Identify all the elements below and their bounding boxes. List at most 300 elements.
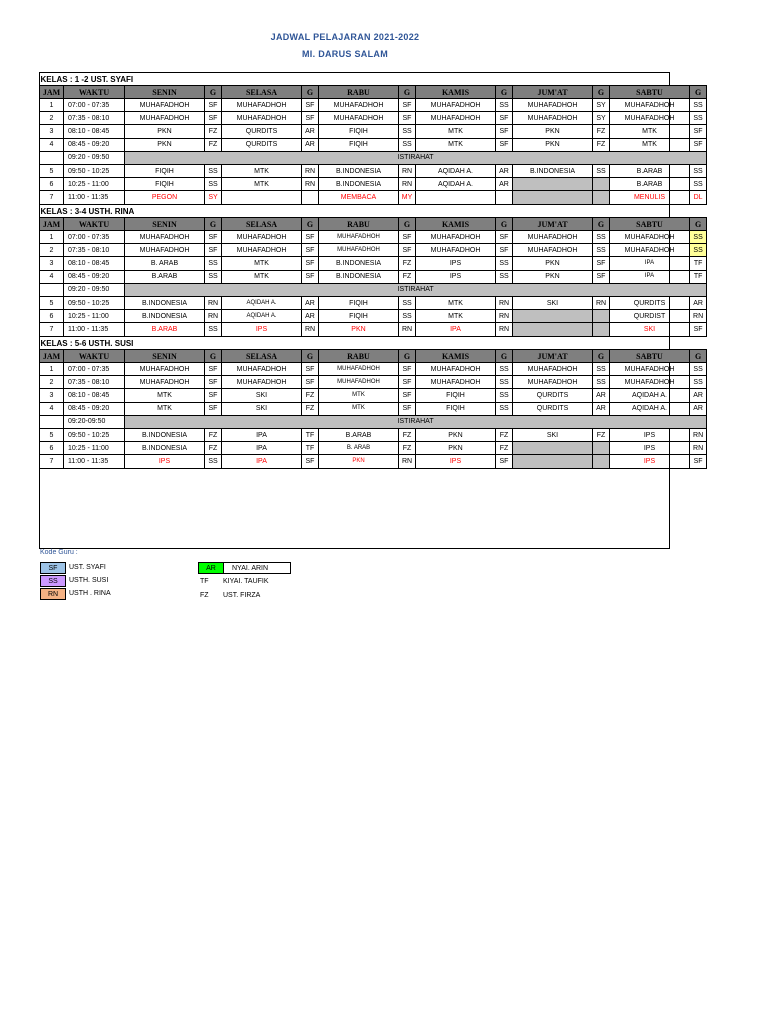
jumat-cell: QURDITS [513,402,593,415]
g-jumat-cell: SS [593,376,610,389]
waktu-cell: 07:00 - 07:35 [64,231,125,244]
column-header-waktu: WAKTU [64,350,125,363]
waktu-cell: 09:20 - 09:50 [64,151,125,164]
break-label: ISTIRAHAT [125,151,707,164]
schedule-table-class-5-6 [39,337,707,469]
schedule-table-class-3-4 [39,205,707,337]
rabu-cell: MUHAFADHOH [319,99,399,112]
selasa-cell: MTK [222,164,302,177]
selasa-cell: QURDITS [222,138,302,151]
g-kamis-cell: SS [496,363,513,376]
legend-code-rn: RN [40,588,66,600]
jumat-cell: PKN [513,125,593,138]
g-senin-cell: SS [205,455,222,468]
senin-cell: MUHAFADHOH [125,244,205,257]
jam-cell: 1 [40,99,64,112]
sabtu-cell: MENULIS [610,191,690,204]
g-jumat-cell: SF [593,270,610,283]
g-kamis-cell: SS [496,270,513,283]
rabu-cell: B.INDONESIA [319,164,399,177]
column-header-senin: SENIN [125,86,205,99]
kamis-cell: IPS [416,257,496,270]
kamis-cell [416,191,496,204]
selasa-cell: MUHAFADHOH [222,231,302,244]
g-kamis-cell: FZ [496,428,513,441]
sabtu-cell: QURDITS [610,296,690,309]
sabtu-cell: MUHAFADHOH [610,99,690,112]
rabu-cell: FIQIH [319,310,399,323]
g-senin-cell: SF [205,363,222,376]
legend-code-sf: SF [40,562,66,574]
waktu-cell: 07:35 - 08:10 [64,244,125,257]
g-selasa-cell: SF [302,244,319,257]
table-row [40,376,707,389]
sabtu-cell: MUHAFADHOH [610,363,690,376]
jam-cell: 1 [40,363,64,376]
g-kamis-cell [496,191,513,204]
kamis-cell: PKN [416,428,496,441]
g-senin-cell: SF [205,244,222,257]
table-row [40,257,707,270]
column-header-g-jumat: G [593,350,610,363]
sabtu-cell: MUHAFADHOH [610,112,690,125]
jumat-cell: SKI [513,296,593,309]
column-header-g-sabtu: G [690,218,707,231]
schedule-table-class-1-2 [39,73,707,205]
column-header-jam: JAM [40,218,64,231]
column-header-g-senin: G [205,350,222,363]
column-header-g-selasa: G [302,218,319,231]
g-jumat-cell: SS [593,231,610,244]
g-kamis-cell: SF [496,244,513,257]
kamis-cell: MUHAFADHOH [416,112,496,125]
jam-cell: 3 [40,257,64,270]
column-header-selasa: SELASA [222,86,302,99]
jumat-cell: MUHAFADHOH [513,244,593,257]
column-header-selasa: SELASA [222,218,302,231]
sabtu-cell: MTK [610,125,690,138]
senin-cell: MUHAFADHOH [125,231,205,244]
column-header-waktu: WAKTU [64,86,125,99]
table-row [40,191,707,204]
table-row [40,296,707,309]
class-caption: KELAS : 5-6 USTH. SUSI [40,338,134,348]
rabu-cell: MUHAFADHOH [319,231,399,244]
legend-code-fz: FZ [200,592,209,599]
g-kamis-cell: SF [496,231,513,244]
break-row [40,151,707,164]
column-header-g-sabtu: G [690,86,707,99]
g-selasa-cell: SF [302,363,319,376]
g-kamis-cell: AR [496,178,513,191]
waktu-cell: 07:00 - 07:35 [64,99,125,112]
kamis-cell: FIQIH [416,402,496,415]
g-kamis-cell: RN [496,310,513,323]
g-jumat-cell: AR [593,402,610,415]
g-senin-cell: SS [205,164,222,177]
table-row [40,310,707,323]
waktu-cell: 07:35 - 08:10 [64,112,125,125]
column-header-g-jumat: G [593,218,610,231]
g-kamis-cell: RN [496,323,513,336]
g-kamis-cell: SF [496,138,513,151]
senin-cell: MTK [125,402,205,415]
jumat-cell: SKI [513,428,593,441]
class-caption: KELAS : 3-4 USTH. RINA [40,206,135,216]
waktu-cell: 11:00 - 11:35 [64,191,125,204]
waktu-cell: 07:00 - 07:35 [64,363,125,376]
jumat-cell: MUHAFADHOH [513,112,593,125]
g-jumat-cell: SS [593,164,610,177]
sabtu-cell: AQIDAH A. [610,389,690,402]
jam-cell: 2 [40,244,64,257]
table-row [40,323,707,336]
selasa-cell: AQIDAH A. [222,296,302,309]
g-selasa-cell: FZ [302,389,319,402]
g-sabtu-cell: SS [690,99,707,112]
g-jumat-cell: FZ [593,428,610,441]
rabu-cell: MUHAFADHOH [319,363,399,376]
jam-cell: 6 [40,442,64,455]
column-header-jumat: JUM'AT [513,350,593,363]
g-sabtu-cell: RN [690,310,707,323]
jumat-cell [513,178,593,191]
waktu-cell: 09:20 - 09:50 [64,283,125,296]
jam-cell: 6 [40,310,64,323]
senin-cell: FIQIH [125,178,205,191]
jam-cell: 5 [40,428,64,441]
column-header-g-rabu: G [399,218,416,231]
g-jumat-cell: SS [593,244,610,257]
g-jumat-cell [593,178,610,191]
legend-name-sf: UST. SYAFI [69,564,106,571]
jumat-cell [513,455,593,468]
selasa-cell: QURDITS [222,125,302,138]
selasa-cell: MUHAFADHOH [222,99,302,112]
jam-cell: 2 [40,112,64,125]
rabu-cell: MEMBACA [319,191,399,204]
rabu-cell: FIQIH [319,125,399,138]
g-rabu-cell: FZ [399,428,416,441]
g-senin-cell: SF [205,112,222,125]
rabu-cell: MUHAFADHOH [319,112,399,125]
table-row [40,363,707,376]
g-rabu-cell: SF [399,99,416,112]
waktu-cell: 08:10 - 08:45 [64,389,125,402]
g-rabu-cell: SF [399,244,416,257]
sabtu-cell: IPS [610,442,690,455]
selasa-cell: IPA [222,442,302,455]
kamis-cell: PKN [416,442,496,455]
g-selasa-cell: RN [302,323,319,336]
g-kamis-cell: SS [496,99,513,112]
kamis-cell: MUHAFADHOH [416,231,496,244]
g-senin-cell: SY [205,191,222,204]
rabu-cell: MUHAFADHOH [319,244,399,257]
g-sabtu-cell: SS [690,112,707,125]
g-selasa-cell: SF [302,112,319,125]
sabtu-cell: IPA [610,270,690,283]
g-rabu-cell: RN [399,323,416,336]
g-senin-cell: SF [205,231,222,244]
column-header-g-kamis: G [496,86,513,99]
column-header-waktu: WAKTU [64,218,125,231]
kamis-cell: MTK [416,138,496,151]
selasa-cell: MTK [222,178,302,191]
g-kamis-cell: SS [496,389,513,402]
break-label: ISTIRAHAT [125,283,707,296]
column-header-jam: JAM [40,350,64,363]
kamis-cell: MUHAFADHOH [416,99,496,112]
jumat-cell [513,442,593,455]
legend-name-ss: USTH. SUSI [69,577,109,584]
table-row [40,138,707,151]
column-header-senin: SENIN [125,218,205,231]
kamis-cell: MUHAFADHOH [416,376,496,389]
sabtu-cell: B.ARAB [610,164,690,177]
jam-cell: 7 [40,191,64,204]
selasa-cell: IPS [222,323,302,336]
column-header-kamis: KAMIS [416,86,496,99]
g-rabu-cell: SF [399,363,416,376]
g-selasa-cell: FZ [302,402,319,415]
rabu-cell: B. ARAB [319,442,399,455]
legend-code-tf: TF [200,578,209,585]
g-jumat-cell: SY [593,112,610,125]
senin-cell: PKN [125,125,205,138]
g-selasa-cell: SF [302,257,319,270]
legend-name-fz: UST. FIRZA [223,592,261,599]
senin-cell: IPS [125,455,205,468]
g-sabtu-cell: SS [690,164,707,177]
g-rabu-cell: FZ [399,270,416,283]
rabu-cell: PKN [319,455,399,468]
column-header-sabtu: SABTU [610,86,690,99]
g-senin-cell: FZ [205,138,222,151]
class-caption: KELAS : 1 -2 UST. SYAFI [40,74,134,84]
selasa-cell: MTK [222,257,302,270]
column-header-kamis: KAMIS [416,350,496,363]
g-senin-cell: SF [205,389,222,402]
waktu-cell: 08:10 - 08:45 [64,125,125,138]
jumat-cell: MUHAFADHOH [513,363,593,376]
senin-cell: PEGON [125,191,205,204]
sabtu-cell: AQIDAH A. [610,402,690,415]
sabtu-cell: MUHAFADHOH [610,244,690,257]
g-rabu-cell: MY [399,191,416,204]
g-senin-cell: SF [205,99,222,112]
g-rabu-cell: SS [399,310,416,323]
g-rabu-cell: SF [399,112,416,125]
g-sabtu-cell: SF [690,125,707,138]
rabu-cell: B.INDONESIA [319,257,399,270]
jam-cell: 4 [40,402,64,415]
table-row [40,112,707,125]
legend-title: Kode Guru : [40,549,78,556]
g-senin-cell: SS [205,257,222,270]
g-kamis-cell: SF [496,112,513,125]
g-selasa-cell: RN [302,164,319,177]
column-header-g-rabu: G [399,86,416,99]
kamis-cell: IPS [416,270,496,283]
table-row [40,428,707,441]
g-rabu-cell: RN [399,455,416,468]
g-rabu-cell: SS [399,138,416,151]
g-selasa-cell: TF [302,428,319,441]
kamis-cell: MTK [416,310,496,323]
sabtu-cell: IPA [610,257,690,270]
column-header-sabtu: SABTU [610,350,690,363]
column-header-g-kamis: G [496,218,513,231]
g-jumat-cell [593,455,610,468]
senin-cell: PKN [125,138,205,151]
g-selasa-cell: AR [302,296,319,309]
g-kamis-cell: SS [496,376,513,389]
g-rabu-cell: SS [399,296,416,309]
g-jumat-cell [593,323,610,336]
rabu-cell: MTK [319,389,399,402]
sabtu-cell: MTK [610,138,690,151]
g-selasa-cell: RN [302,178,319,191]
jam-cell: 4 [40,270,64,283]
waktu-cell: 08:10 - 08:45 [64,257,125,270]
g-sabtu-cell: SS [690,231,707,244]
g-sabtu-cell: SS [690,376,707,389]
jumat-cell: MUHAFADHOH [513,231,593,244]
table-row [40,270,707,283]
g-sabtu-cell: SS [690,178,707,191]
school-name: MI. DARUS SALAM [302,49,388,59]
jam-cell [40,151,64,164]
column-header-rabu: RABU [319,350,399,363]
g-senin-cell: FZ [205,125,222,138]
table-row [40,164,707,177]
jam-cell: 7 [40,455,64,468]
senin-cell: B.ARAB [125,323,205,336]
g-selasa-cell: SF [302,231,319,244]
jumat-cell: MUHAFADHOH [513,376,593,389]
sabtu-cell: MUHAFADHOH [610,376,690,389]
kamis-cell: MTK [416,125,496,138]
page-title: JADWAL PELAJARAN 2021-2022 [270,32,420,42]
jumat-cell [513,191,593,204]
waktu-cell: 09:20-09:50 [64,415,125,428]
g-sabtu-cell: AR [690,296,707,309]
g-jumat-cell: AR [593,389,610,402]
g-selasa-cell: TF [302,442,319,455]
column-header-senin: SENIN [125,350,205,363]
g-sabtu-cell: TF [690,257,707,270]
jam-cell [40,283,64,296]
column-header-kamis: KAMIS [416,218,496,231]
selasa-cell [222,191,302,204]
g-sabtu-cell: SF [690,138,707,151]
g-rabu-cell: SF [399,402,416,415]
jumat-cell: PKN [513,138,593,151]
waktu-cell: 10:25 - 11:00 [64,178,125,191]
g-sabtu-cell: AR [690,402,707,415]
jam-cell: 6 [40,178,64,191]
g-jumat-cell: SF [593,257,610,270]
column-header-jam: JAM [40,86,64,99]
g-jumat-cell: RN [593,296,610,309]
g-selasa-cell: AR [302,310,319,323]
legend-name-rn: USTH . RINA [69,590,111,597]
selasa-cell: SKI [222,402,302,415]
rabu-cell: PKN [319,323,399,336]
kamis-cell: MTK [416,296,496,309]
g-selasa-cell: SF [302,455,319,468]
table-row [40,244,707,257]
waktu-cell: 08:45 - 09:20 [64,270,125,283]
waktu-cell: 09:50 - 10:25 [64,296,125,309]
sabtu-cell: MUHAFADHOH [610,231,690,244]
senin-cell: MUHAFADHOH [125,363,205,376]
column-header-g-rabu: G [399,350,416,363]
g-sabtu-cell: SF [690,323,707,336]
g-kamis-cell: SF [496,125,513,138]
g-sabtu-cell: RN [690,428,707,441]
selasa-cell: MUHAFADHOH [222,244,302,257]
selasa-cell: SKI [222,389,302,402]
column-header-g-senin: G [205,218,222,231]
g-senin-cell: SF [205,376,222,389]
senin-cell: B.INDONESIA [125,296,205,309]
g-rabu-cell: FZ [399,257,416,270]
g-kamis-cell: SS [496,402,513,415]
jumat-cell: PKN [513,270,593,283]
table-row [40,125,707,138]
jam-cell: 3 [40,389,64,402]
g-kamis-cell: SS [496,257,513,270]
g-rabu-cell: RN [399,164,416,177]
g-jumat-cell: SY [593,99,610,112]
jam-cell: 7 [40,323,64,336]
g-rabu-cell: FZ [399,442,416,455]
rabu-cell: B.ARAB [319,428,399,441]
g-jumat-cell [593,191,610,204]
column-header-selasa: SELASA [222,350,302,363]
selasa-cell: AQIDAH A. [222,310,302,323]
senin-cell: MUHAFADHOH [125,99,205,112]
senin-cell: B.ARAB [125,270,205,283]
waktu-cell: 07:35 - 08:10 [64,376,125,389]
selasa-cell: MUHAFADHOH [222,363,302,376]
g-rabu-cell: SF [399,376,416,389]
g-rabu-cell: SF [399,389,416,402]
g-senin-cell: SS [205,178,222,191]
jam-cell: 4 [40,138,64,151]
g-senin-cell: RN [205,310,222,323]
g-sabtu-cell: RN [690,442,707,455]
kamis-cell: AQIDAH A. [416,178,496,191]
waktu-cell: 10:25 - 11:00 [64,442,125,455]
waktu-cell: 09:50 - 10:25 [64,428,125,441]
selasa-cell: IPA [222,455,302,468]
break-row [40,415,707,428]
g-kamis-cell: RN [496,296,513,309]
jumat-cell [513,323,593,336]
g-selasa-cell: SF [302,99,319,112]
rabu-cell: B.INDONESIA [319,178,399,191]
sabtu-cell: QURDIST [610,310,690,323]
rabu-cell: B.INDONESIA [319,270,399,283]
rabu-cell: MUHAFADHOH [319,376,399,389]
selasa-cell: MUHAFADHOH [222,376,302,389]
g-selasa-cell: SF [302,376,319,389]
g-kamis-cell: SF [496,455,513,468]
legend-name-tf: KIYAI. TAUFIK [223,578,269,585]
